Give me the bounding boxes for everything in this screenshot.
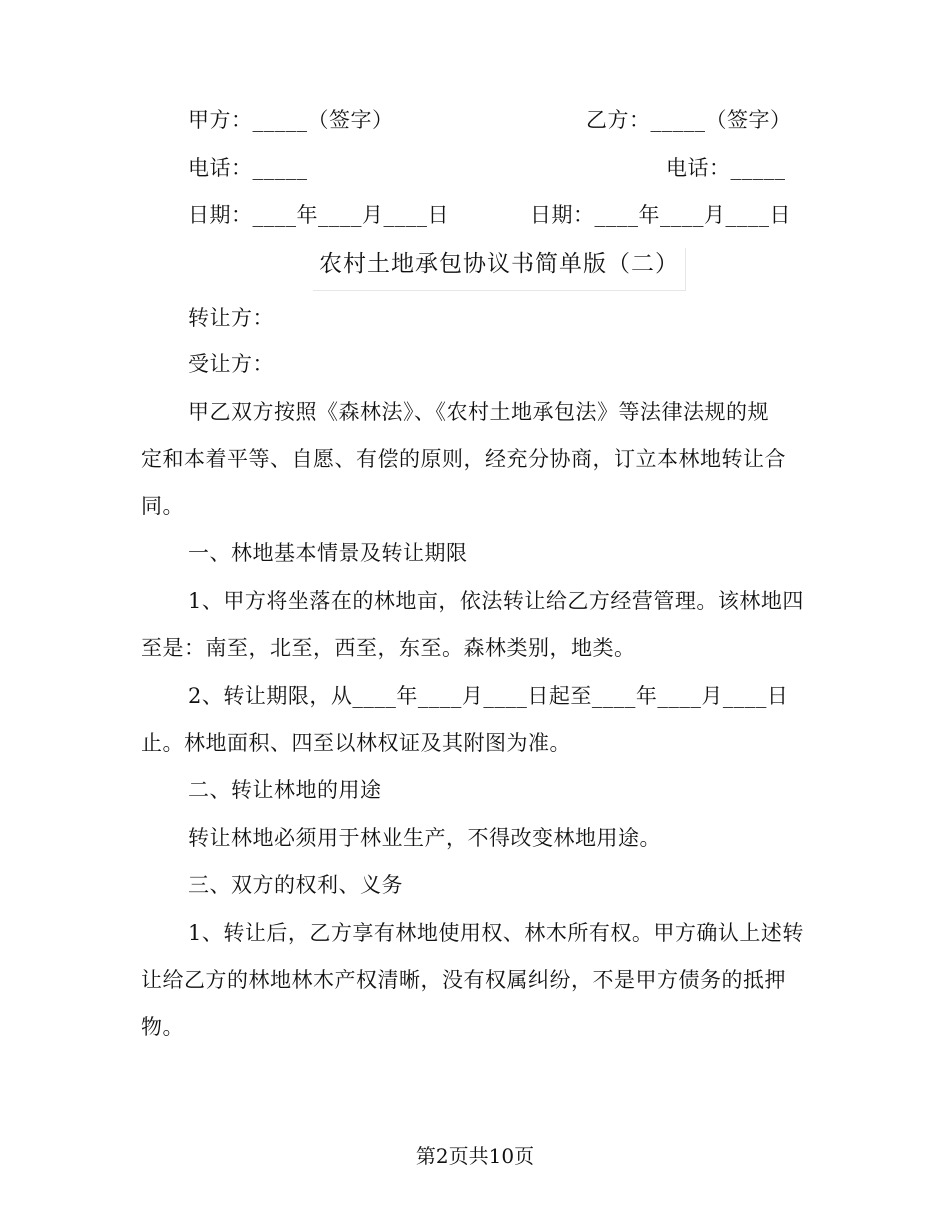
party-b-phone: 电话：_____ [666, 156, 786, 180]
clause-line: 物。 [141, 1015, 184, 1039]
preamble-line: 甲乙双方按照《森林法》、《农村土地承包法》等法律法规的规 [188, 400, 769, 424]
transferee-label: 受让方： [188, 352, 274, 376]
clause-line: 2、转让期限，从____年____月____日起至____年____月____日 [188, 684, 789, 708]
clause-line: 让给乙方的林地林木产权清晰，没有权属纠纷，不是甲方债务的抵押 [141, 968, 786, 992]
section3-heading: 三、双方的权利、义务 [188, 873, 403, 897]
section1-heading: 一、林地基本情景及转让期限 [188, 541, 468, 565]
preamble-line: 定和本着平等、自愿、有偿的原则，经充分协商，订立本林地转让合 [141, 447, 786, 471]
transferor-label: 转让方： [188, 306, 274, 330]
clause-line: 止。林地面积、四至以林权证及其附图为准。 [141, 731, 571, 755]
party-a-signature: 甲方：_____（签字） [188, 108, 394, 132]
clause-line: 1、转让后，乙方享有林地使用权、林木所有权。甲方确认上述转 [188, 921, 804, 945]
preamble-line: 同。 [141, 494, 184, 518]
page-indicator: 第2页共10页 [415, 1144, 535, 1168]
party-b-date: 日期：____年____月____日 [530, 203, 791, 227]
party-a-phone: 电话：_____ [188, 156, 308, 180]
section2-text: 转让林地必须用于林业生产，不得改变林地用途。 [188, 826, 661, 850]
document-title: 农村土地承包协议书简单版（二） [313, 248, 686, 291]
party-a-date: 日期：____年____月____日 [188, 203, 449, 227]
section2-heading: 二、转让林地的用途 [188, 778, 382, 802]
clause-line: 1、甲方将坐落在的林地亩，依法转让给乙方经营管理。该林地四 [188, 589, 804, 613]
party-b-signature: 乙方：_____（签字） [586, 108, 792, 132]
clause-line: 至是：南至，北至，西至，东至。森林类别，地类。 [141, 636, 636, 660]
